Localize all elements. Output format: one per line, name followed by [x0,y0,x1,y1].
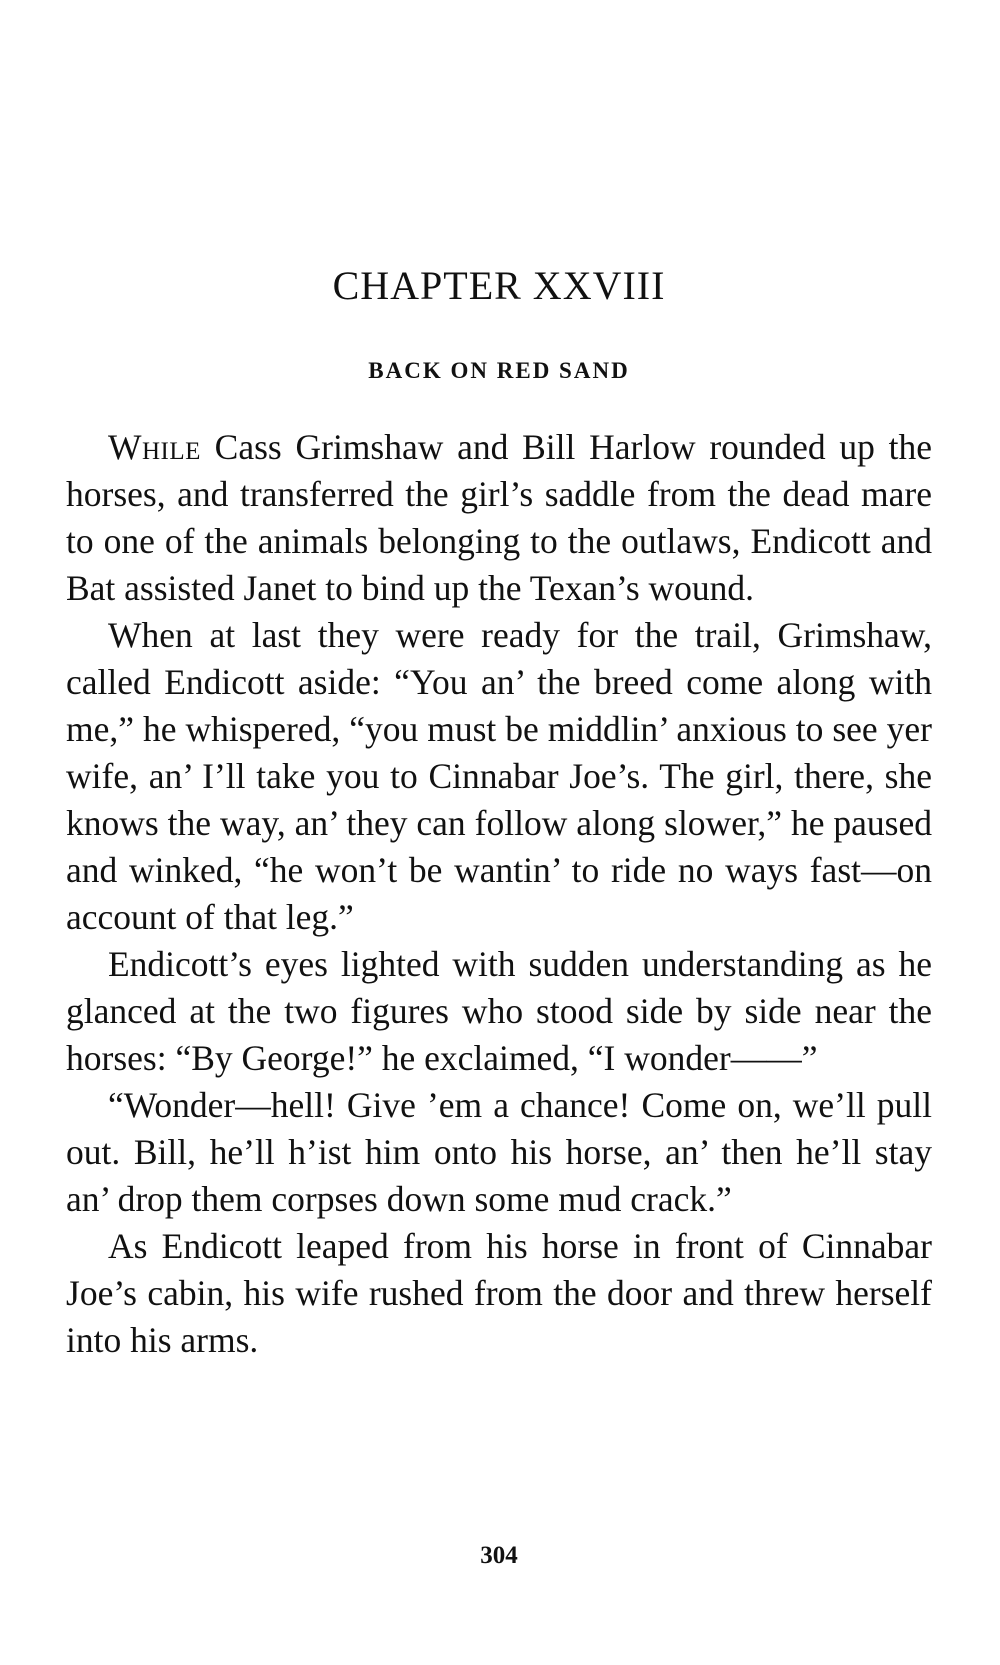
paragraph-1 [66,424,932,612]
paragraph-5: As Endicott leaped from his horse in front of Cinnabar Joe’s cabin, his wife rushed from the door and threw herself into his arms. [66,1226,932,1360]
paragraph-text: Cass Grimshaw and Bill Harlow rounded up the horses, and transferred the girl’s saddle from the dead mare to one of the animals belonging to the outlaws, Endicott and Bat assisted Janet to bind up the Texan’s wound. [66,427,932,608]
chapter-title: CHAPTER XXVIII [332,263,666,308]
chapter-subtitle: BACK ON RED SAND [368,358,630,383]
page-number: 304 [480,1542,518,1569]
chapter-body [66,424,932,1364]
paragraph-3: Endicott’s eyes lighted with sudden understanding as he glanced at the two figures who stood side by side near the horses: “By George!” he exclaimed, “I wonder——” [66,944,932,1078]
paragraph-2: When at last they were ready for the trail, Grimshaw, called Endicott aside: “You an’ the breed come along with me,” he whispered, “you must be middlin’ anxious to see yer wife, an’ I’ll take you to Cinnabar Joe’s. The girl, there, she knows the way, an’ they can follow along slower,” he paused and winked, “he won’t be wantin’ to ride no ways fast—on account of that leg.” [66,615,932,937]
paragraph-lead-word: While [108,427,201,467]
book-page [66,0,932,1665]
paragraph-4: “Wonder—hell! Give ’em a chance! Come on, we’ll pull out. Bill, he’ll h’ist him onto his horse, an’ then he’ll stay an’ drop them corpses down some mud crack.” [66,1085,932,1219]
